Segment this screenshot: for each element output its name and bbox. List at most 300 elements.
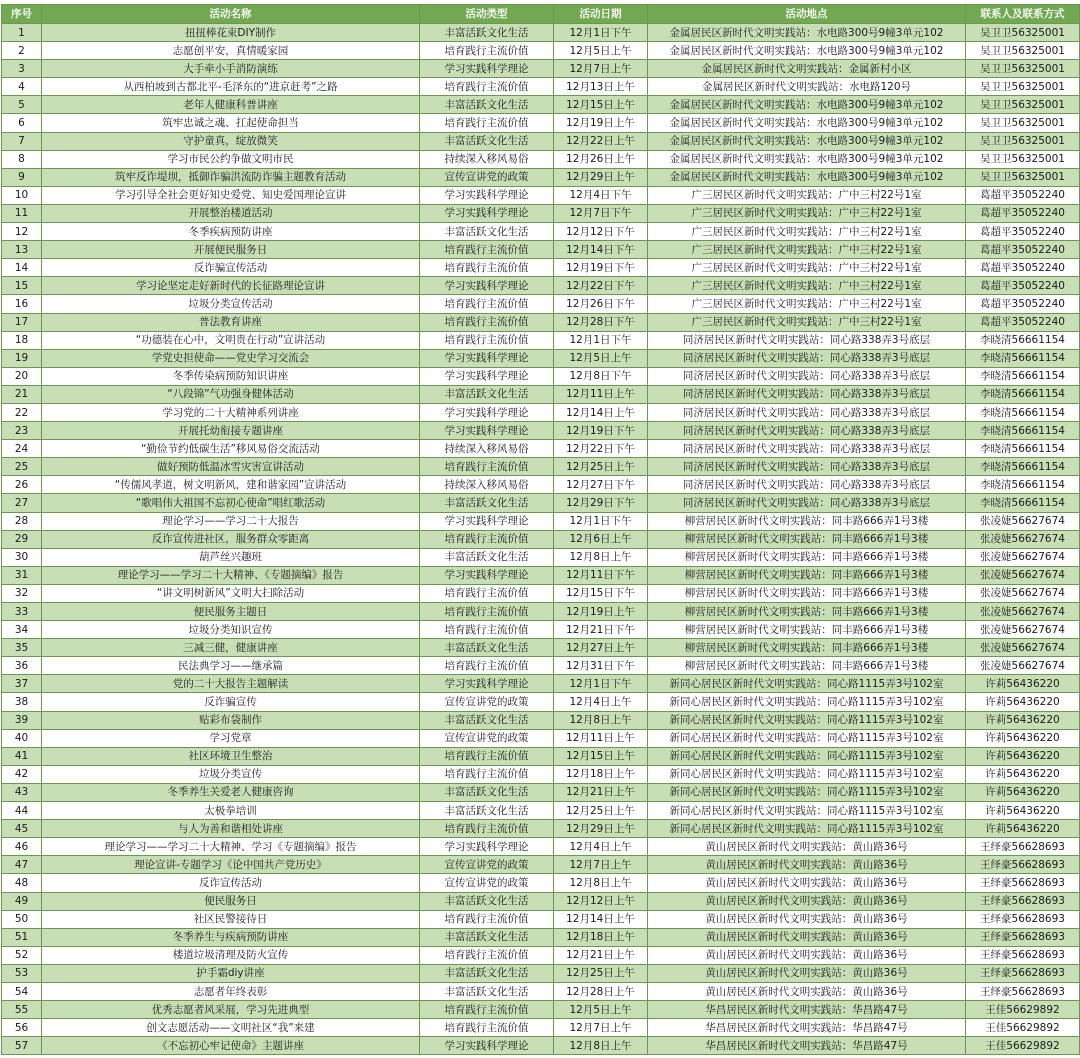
cell-contact: 李晓清56661154 bbox=[966, 385, 1080, 403]
cell-index: 19 bbox=[2, 349, 42, 367]
table-row bbox=[2, 548, 1080, 566]
cell-activity-type: 学习实践科学理论 bbox=[420, 349, 554, 367]
cell-activity-location: 华昌居民区新时代文明实践站：华昌路47号 bbox=[648, 1037, 966, 1055]
cell-activity-date: 12月5日上午 bbox=[554, 349, 648, 367]
cell-activity-date: 12月19日上午 bbox=[554, 603, 648, 621]
table-row bbox=[2, 385, 1080, 403]
cell-index: 33 bbox=[2, 603, 42, 621]
cell-activity-type: 丰富活跃文化生活 bbox=[420, 964, 554, 982]
cell-index: 10 bbox=[2, 186, 42, 204]
cell-activity-date: 12月8日上午 bbox=[554, 1037, 648, 1055]
cell-activity-location: 广三居民区新时代文明实践站：广中三村22号1室 bbox=[648, 186, 966, 204]
cell-activity-date: 12月29日上午 bbox=[554, 820, 648, 838]
cell-activity-location: 广三居民区新时代文明实践站：广中三村22号1室 bbox=[648, 295, 966, 313]
cell-activity-name: 普法教育讲座 bbox=[42, 313, 420, 331]
cell-index: 1 bbox=[2, 24, 42, 42]
cell-activity-date: 12月28日上午 bbox=[554, 982, 648, 1000]
cell-activity-location: 金属居民区新时代文明实践站：水电路300号9幢3单元102 bbox=[648, 132, 966, 150]
cell-activity-name: 学习党的二十大精神系列讲座 bbox=[42, 403, 420, 421]
cell-activity-location: 黄山居民区新时代文明实践站：黄山路36号 bbox=[648, 838, 966, 856]
cell-index: 48 bbox=[2, 874, 42, 892]
table-row bbox=[2, 494, 1080, 512]
cell-activity-type: 培育践行主流价值 bbox=[420, 313, 554, 331]
cell-contact: 张凌婕56627674 bbox=[966, 584, 1080, 602]
cell-activity-date: 12月19日下午 bbox=[554, 422, 648, 440]
cell-contact: 张凌婕56627674 bbox=[966, 639, 1080, 657]
cell-activity-type: 学习实践科学理论 bbox=[420, 204, 554, 222]
cell-index: 13 bbox=[2, 241, 42, 259]
cell-activity-date: 12月8日上午 bbox=[554, 548, 648, 566]
cell-activity-date: 12月13日上午 bbox=[554, 78, 648, 96]
cell-activity-name: 优秀志愿者风采展，学习先进典型 bbox=[42, 1001, 420, 1019]
cell-contact: 张凌婕56627674 bbox=[966, 512, 1080, 530]
table-row bbox=[2, 295, 1080, 313]
cell-contact: 王绎豪56628693 bbox=[966, 946, 1080, 964]
cell-contact: 葛超平35052240 bbox=[966, 313, 1080, 331]
table-row bbox=[2, 675, 1080, 693]
cell-activity-date: 12月14日上午 bbox=[554, 403, 648, 421]
table-row bbox=[2, 132, 1080, 150]
cell-activity-type: 学习实践科学理论 bbox=[420, 403, 554, 421]
cell-activity-name: 学习党章 bbox=[42, 729, 420, 747]
cell-activity-type: 丰富活跃文化生活 bbox=[420, 711, 554, 729]
table-row bbox=[2, 476, 1080, 494]
cell-activity-name: 志愿者年终表彰 bbox=[42, 982, 420, 1000]
cell-index: 56 bbox=[2, 1019, 42, 1037]
cell-activity-location: 柳营居民区新时代文明实践站：同丰路666弄1号3楼 bbox=[648, 584, 966, 602]
cell-activity-location: 新同心居民区新时代文明实践站：同心路1115弄3号102室 bbox=[648, 711, 966, 729]
cell-activity-type: 丰富活跃文化生活 bbox=[420, 494, 554, 512]
cell-contact: 王绎豪56628693 bbox=[966, 964, 1080, 982]
cell-index: 38 bbox=[2, 693, 42, 711]
cell-index: 21 bbox=[2, 385, 42, 403]
cell-activity-type: 培育践行主流价值 bbox=[420, 114, 554, 132]
cell-activity-location: 柳营居民区新时代文明实践站：同丰路666弄1号3楼 bbox=[648, 530, 966, 548]
cell-activity-location: 黄山居民区新时代文明实践站：黄山路36号 bbox=[648, 856, 966, 874]
cell-activity-type: 持续深入移风易俗 bbox=[420, 440, 554, 458]
cell-activity-location: 金属居民区新时代文明实践站：水电路120号 bbox=[648, 78, 966, 96]
cell-index: 50 bbox=[2, 910, 42, 928]
cell-index: 57 bbox=[2, 1037, 42, 1055]
cell-index: 22 bbox=[2, 403, 42, 421]
header-activity-name: 活动名称 bbox=[42, 5, 420, 24]
cell-activity-name: 垃圾分类知识宣传 bbox=[42, 621, 420, 639]
cell-contact: 张凌婕56627674 bbox=[966, 530, 1080, 548]
cell-activity-location: 新同心居民区新时代文明实践站：同心路1115弄3号102室 bbox=[648, 765, 966, 783]
table-row bbox=[2, 566, 1080, 584]
cell-activity-date: 12月18日上午 bbox=[554, 928, 648, 946]
cell-index: 53 bbox=[2, 964, 42, 982]
cell-index: 3 bbox=[2, 60, 42, 78]
cell-contact: 李晓清56661154 bbox=[966, 367, 1080, 385]
cell-contact: 张凌婕56627674 bbox=[966, 548, 1080, 566]
cell-index: 4 bbox=[2, 78, 42, 96]
cell-activity-name: 学党史担使命——党史学习交流会 bbox=[42, 349, 420, 367]
table-body bbox=[2, 24, 1080, 1055]
cell-contact: 许莉56436220 bbox=[966, 729, 1080, 747]
cell-activity-name: 筑牢忠诚之魂、扛起使命担当 bbox=[42, 114, 420, 132]
cell-index: 17 bbox=[2, 313, 42, 331]
cell-activity-type: 培育践行主流价值 bbox=[420, 1019, 554, 1037]
cell-activity-type: 丰富活跃文化生活 bbox=[420, 223, 554, 241]
cell-activity-type: 培育践行主流价值 bbox=[420, 747, 554, 765]
cell-activity-name: 太极拳培训 bbox=[42, 802, 420, 820]
cell-activity-name: 扭扭棒花束DIY制作 bbox=[42, 24, 420, 42]
table-row bbox=[2, 928, 1080, 946]
cell-activity-type: 培育践行主流价值 bbox=[420, 946, 554, 964]
table-row bbox=[2, 639, 1080, 657]
table-row bbox=[2, 96, 1080, 114]
cell-activity-date: 12月7日上午 bbox=[554, 856, 648, 874]
cell-activity-location: 金属居民区新时代文明实践站：水电路300号9幢3单元102 bbox=[648, 150, 966, 168]
cell-index: 12 bbox=[2, 223, 42, 241]
cell-contact: 张凌婕56627674 bbox=[966, 657, 1080, 675]
cell-index: 2 bbox=[2, 42, 42, 60]
cell-activity-name: 做好预防低温冰雪灾害宣讲活动 bbox=[42, 458, 420, 476]
cell-activity-type: 学习实践科学理论 bbox=[420, 675, 554, 693]
table-row bbox=[2, 982, 1080, 1000]
cell-contact: 王佳56629892 bbox=[966, 1037, 1080, 1055]
cell-activity-location: 金属居民区新时代文明实践站：水电路300号9幢3单元102 bbox=[648, 168, 966, 186]
cell-index: 7 bbox=[2, 132, 42, 150]
cell-activity-location: 华昌居民区新时代文明实践站：华昌路47号 bbox=[648, 1019, 966, 1037]
cell-index: 11 bbox=[2, 204, 42, 222]
cell-activity-date: 12月1日下午 bbox=[554, 675, 648, 693]
cell-activity-name: 冬季养生关爱老人健康咨询 bbox=[42, 783, 420, 801]
cell-activity-date: 12月8日下午 bbox=[554, 367, 648, 385]
cell-activity-date: 12月31日下午 bbox=[554, 657, 648, 675]
cell-activity-location: 同济居民区新时代文明实践站：同心路338弄3号底层 bbox=[648, 349, 966, 367]
cell-activity-date: 12月4日上午 bbox=[554, 838, 648, 856]
table-row bbox=[2, 802, 1080, 820]
cell-index: 32 bbox=[2, 584, 42, 602]
cell-index: 54 bbox=[2, 982, 42, 1000]
cell-contact: 许莉56436220 bbox=[966, 783, 1080, 801]
cell-contact: 王绎豪56628693 bbox=[966, 910, 1080, 928]
header-activity-location: 活动地点 bbox=[648, 5, 966, 24]
cell-contact: 王佳56629892 bbox=[966, 1001, 1080, 1019]
cell-activity-location: 新同心居民区新时代文明实践站：同心路1115弄3号102室 bbox=[648, 693, 966, 711]
table-row bbox=[2, 1001, 1080, 1019]
cell-activity-date: 12月1日下午 bbox=[554, 331, 648, 349]
table-row bbox=[2, 584, 1080, 602]
cell-activity-name: 民法典学习——继承篇 bbox=[42, 657, 420, 675]
cell-contact: 张凌婕56627674 bbox=[966, 566, 1080, 584]
table-row bbox=[2, 42, 1080, 60]
cell-activity-date: 12月19日下午 bbox=[554, 259, 648, 277]
cell-activity-date: 12月7日上午 bbox=[554, 60, 648, 78]
cell-activity-type: 学习实践科学理论 bbox=[420, 367, 554, 385]
cell-activity-location: 同济居民区新时代文明实践站：同心路338弄3号底层 bbox=[648, 422, 966, 440]
cell-activity-name: 创文志愿活动——文明社区“我”来建 bbox=[42, 1019, 420, 1037]
cell-contact: 许莉56436220 bbox=[966, 693, 1080, 711]
table-row bbox=[2, 621, 1080, 639]
table-row bbox=[2, 403, 1080, 421]
cell-activity-location: 广三居民区新时代文明实践站：广中三村22号1室 bbox=[648, 204, 966, 222]
cell-contact: 吴卫卫56325001 bbox=[966, 168, 1080, 186]
cell-activity-type: 培育践行主流价值 bbox=[420, 1001, 554, 1019]
cell-activity-location: 黄山居民区新时代文明实践站：黄山路36号 bbox=[648, 928, 966, 946]
cell-activity-location: 广三居民区新时代文明实践站：广中三村22号1室 bbox=[648, 313, 966, 331]
cell-activity-name: 冬季传染病预防知识讲座 bbox=[42, 367, 420, 385]
cell-activity-type: 学习实践科学理论 bbox=[420, 1037, 554, 1055]
table-row bbox=[2, 747, 1080, 765]
cell-index: 6 bbox=[2, 114, 42, 132]
cell-activity-name: 党的二十大报告主题解读 bbox=[42, 675, 420, 693]
cell-index: 44 bbox=[2, 802, 42, 820]
cell-activity-location: 同济居民区新时代文明实践站：同心路338弄3号底层 bbox=[648, 331, 966, 349]
cell-contact: 葛超平35052240 bbox=[966, 204, 1080, 222]
cell-contact: 王绎豪56628693 bbox=[966, 928, 1080, 946]
cell-activity-name: “传儒风孝道，树文明新风，建和谐家园”宣讲活动 bbox=[42, 476, 420, 494]
cell-activity-name: 三减三健，健康讲座 bbox=[42, 639, 420, 657]
cell-activity-date: 12月21日上午 bbox=[554, 783, 648, 801]
cell-activity-type: 宣传宣讲党的政策 bbox=[420, 168, 554, 186]
cell-activity-date: 12月18日上午 bbox=[554, 765, 648, 783]
header-contact: 联系人及联系方式 bbox=[966, 5, 1080, 24]
table-row bbox=[2, 259, 1080, 277]
cell-index: 5 bbox=[2, 96, 42, 114]
table-row bbox=[2, 729, 1080, 747]
cell-activity-name: “功德装在心中，文明贵在行动”宣讲活动 bbox=[42, 331, 420, 349]
cell-activity-date: 12月8日上午 bbox=[554, 874, 648, 892]
cell-activity-type: 丰富活跃文化生活 bbox=[420, 96, 554, 114]
cell-activity-name: 社区环境卫生整治 bbox=[42, 747, 420, 765]
cell-contact: 许莉56436220 bbox=[966, 675, 1080, 693]
cell-activity-name: 便民服务主题日 bbox=[42, 603, 420, 621]
cell-contact: 王绎豪56628693 bbox=[966, 856, 1080, 874]
cell-activity-name: 理论学习——学习二十大报告 bbox=[42, 512, 420, 530]
table-row bbox=[2, 820, 1080, 838]
cell-index: 16 bbox=[2, 295, 42, 313]
cell-activity-date: 12月5日上午 bbox=[554, 1001, 648, 1019]
cell-activity-location: 新同心居民区新时代文明实践站：同心路1115弄3号102室 bbox=[648, 729, 966, 747]
cell-activity-type: 培育践行主流价值 bbox=[420, 910, 554, 928]
table-row bbox=[2, 440, 1080, 458]
cell-index: 40 bbox=[2, 729, 42, 747]
cell-activity-date: 12月7日下午 bbox=[554, 204, 648, 222]
cell-contact: 李晓清56661154 bbox=[966, 476, 1080, 494]
cell-activity-type: 丰富活跃文化生活 bbox=[420, 639, 554, 657]
cell-activity-location: 柳营居民区新时代文明实践站：同丰路666弄1号3楼 bbox=[648, 548, 966, 566]
cell-contact: 吴卫卫56325001 bbox=[966, 96, 1080, 114]
cell-activity-type: 丰富活跃文化生活 bbox=[420, 802, 554, 820]
cell-activity-date: 12月8日上午 bbox=[554, 711, 648, 729]
header-activity-date: 活动日期 bbox=[554, 5, 648, 24]
table-row bbox=[2, 223, 1080, 241]
cell-activity-name: 垃圾分类宣传活动 bbox=[42, 295, 420, 313]
table-row bbox=[2, 657, 1080, 675]
table-row bbox=[2, 114, 1080, 132]
cell-contact: 李晓清56661154 bbox=[966, 422, 1080, 440]
cell-activity-type: 培育践行主流价值 bbox=[420, 530, 554, 548]
cell-activity-name: 反诈骗宣传 bbox=[42, 693, 420, 711]
cell-activity-type: 培育践行主流价值 bbox=[420, 621, 554, 639]
cell-index: 42 bbox=[2, 765, 42, 783]
cell-activity-name: “歌唱伟大祖国不忘初心使命”唱红歌活动 bbox=[42, 494, 420, 512]
cell-activity-date: 12月22日下午 bbox=[554, 277, 648, 295]
cell-index: 9 bbox=[2, 168, 42, 186]
cell-activity-type: 学习实践科学理论 bbox=[420, 60, 554, 78]
cell-activity-type: 培育践行主流价值 bbox=[420, 458, 554, 476]
cell-activity-date: 12月19日上午 bbox=[554, 114, 648, 132]
cell-contact: 吴卫卫56325001 bbox=[966, 24, 1080, 42]
cell-activity-name: 楼道垃圾清理及防火宣传 bbox=[42, 946, 420, 964]
cell-activity-name: 理论宣讲-专题学习《论中国共产党历史》 bbox=[42, 856, 420, 874]
cell-index: 55 bbox=[2, 1001, 42, 1019]
cell-activity-date: 12月25日上午 bbox=[554, 802, 648, 820]
cell-activity-date: 12月21日上午 bbox=[554, 946, 648, 964]
cell-activity-location: 广三居民区新时代文明实践站：广中三村22号1室 bbox=[648, 259, 966, 277]
cell-activity-date: 12月22日下午 bbox=[554, 440, 648, 458]
cell-activity-type: 培育践行主流价值 bbox=[420, 657, 554, 675]
table-row bbox=[2, 367, 1080, 385]
table-row bbox=[2, 458, 1080, 476]
cell-activity-location: 新同心居民区新时代文明实践站：同心路1115弄3号102室 bbox=[648, 783, 966, 801]
cell-activity-name: 筑牢反诈堤坝，抵御诈骗洪流防诈骗主题教育活动 bbox=[42, 168, 420, 186]
cell-index: 15 bbox=[2, 277, 42, 295]
cell-activity-name: 反诈宣传进社区，服务群众零距离 bbox=[42, 530, 420, 548]
cell-index: 36 bbox=[2, 657, 42, 675]
cell-index: 26 bbox=[2, 476, 42, 494]
cell-activity-date: 12月14日上午 bbox=[554, 910, 648, 928]
table-row bbox=[2, 1037, 1080, 1055]
cell-contact: 葛超平35052240 bbox=[966, 241, 1080, 259]
cell-activity-location: 柳营居民区新时代文明实践站：同丰路666弄1号3楼 bbox=[648, 639, 966, 657]
cell-activity-location: 新同心居民区新时代文明实践站：同心路1115弄3号102室 bbox=[648, 747, 966, 765]
cell-contact: 许莉56436220 bbox=[966, 820, 1080, 838]
cell-activity-type: 学习实践科学理论 bbox=[420, 512, 554, 530]
table-row bbox=[2, 313, 1080, 331]
cell-activity-type: 丰富活跃文化生活 bbox=[420, 548, 554, 566]
cell-activity-date: 12月12日上午 bbox=[554, 892, 648, 910]
cell-activity-type: 丰富活跃文化生活 bbox=[420, 892, 554, 910]
cell-index: 28 bbox=[2, 512, 42, 530]
cell-activity-date: 12月14日下午 bbox=[554, 241, 648, 259]
cell-contact: 李晓清56661154 bbox=[966, 331, 1080, 349]
cell-activity-date: 12月22日上午 bbox=[554, 132, 648, 150]
cell-activity-name: “讲文明树新风”文明大扫除活动 bbox=[42, 584, 420, 602]
cell-activity-location: 金属居民区新时代文明实践站：水电路300号9幢3单元102 bbox=[648, 42, 966, 60]
cell-activity-name: “八段锦”气功强身健体活动 bbox=[42, 385, 420, 403]
cell-activity-date: 12月1日下午 bbox=[554, 24, 648, 42]
table-row bbox=[2, 892, 1080, 910]
cell-contact: 李晓清56661154 bbox=[966, 494, 1080, 512]
cell-activity-type: 宣传宣讲党的政策 bbox=[420, 729, 554, 747]
cell-contact: 吴卫卫56325001 bbox=[966, 60, 1080, 78]
cell-activity-name: 开展托幼衔接专题讲座 bbox=[42, 422, 420, 440]
table-row bbox=[2, 856, 1080, 874]
cell-index: 31 bbox=[2, 566, 42, 584]
cell-activity-name: 从西柏坡到古都北平-毛泽东的“进京赶考”之路 bbox=[42, 78, 420, 96]
table-row bbox=[2, 765, 1080, 783]
table-row bbox=[2, 910, 1080, 928]
cell-activity-name: 大手牵小手消防演练 bbox=[42, 60, 420, 78]
cell-activity-date: 12月4日下午 bbox=[554, 186, 648, 204]
cell-activity-date: 12月15日上午 bbox=[554, 96, 648, 114]
cell-activity-location: 金属居民区新时代文明实践站：金属新村小区 bbox=[648, 60, 966, 78]
cell-activity-type: 宣传宣讲党的政策 bbox=[420, 693, 554, 711]
table-row bbox=[2, 241, 1080, 259]
cell-contact: 李晓清56661154 bbox=[966, 403, 1080, 421]
cell-contact: 王绎豪56628693 bbox=[966, 838, 1080, 856]
cell-activity-type: 持续深入移风易俗 bbox=[420, 476, 554, 494]
cell-activity-date: 12月6日上午 bbox=[554, 530, 648, 548]
cell-activity-location: 金属居民区新时代文明实践站：水电路300号9幢3单元102 bbox=[648, 96, 966, 114]
cell-activity-location: 柳营居民区新时代文明实践站：同丰路666弄1号3楼 bbox=[648, 566, 966, 584]
cell-activity-location: 黄山居民区新时代文明实践站：黄山路36号 bbox=[648, 982, 966, 1000]
cell-contact: 葛超平35052240 bbox=[966, 295, 1080, 313]
cell-contact: 吴卫卫56325001 bbox=[966, 78, 1080, 96]
cell-contact: 李晓清56661154 bbox=[966, 349, 1080, 367]
cell-index: 47 bbox=[2, 856, 42, 874]
cell-activity-date: 12月15日下午 bbox=[554, 584, 648, 602]
cell-activity-name: 护手霜diy讲座 bbox=[42, 964, 420, 982]
cell-activity-location: 新同心居民区新时代文明实践站：同心路1115弄3号102室 bbox=[648, 802, 966, 820]
table-row bbox=[2, 711, 1080, 729]
cell-activity-type: 丰富活跃文化生活 bbox=[420, 132, 554, 150]
cell-activity-date: 12月27日下午 bbox=[554, 476, 648, 494]
cell-activity-name: 老年人健康科普讲座 bbox=[42, 96, 420, 114]
cell-activity-name: 冬季疾病预防讲座 bbox=[42, 223, 420, 241]
cell-index: 51 bbox=[2, 928, 42, 946]
cell-activity-date: 12月1日下午 bbox=[554, 512, 648, 530]
table-row bbox=[2, 349, 1080, 367]
cell-activity-date: 12月15日上午 bbox=[554, 747, 648, 765]
cell-index: 18 bbox=[2, 331, 42, 349]
table-row bbox=[2, 186, 1080, 204]
cell-index: 8 bbox=[2, 150, 42, 168]
cell-activity-location: 黄山居民区新时代文明实践站：黄山路36号 bbox=[648, 892, 966, 910]
cell-index: 35 bbox=[2, 639, 42, 657]
cell-contact: 葛超平35052240 bbox=[966, 223, 1080, 241]
cell-contact: 吴卫卫56325001 bbox=[966, 132, 1080, 150]
cell-contact: 葛超平35052240 bbox=[966, 186, 1080, 204]
cell-activity-name: 理论学习——学习二十大精神、学习《专题摘编》报告 bbox=[42, 838, 420, 856]
cell-index: 29 bbox=[2, 530, 42, 548]
cell-activity-location: 黄山居民区新时代文明实践站：黄山路36号 bbox=[648, 910, 966, 928]
cell-activity-location: 新同心居民区新时代文明实践站：同心路1115弄3号102室 bbox=[648, 820, 966, 838]
cell-activity-name: 学习论坚定走好新时代的长征路理论宣讲 bbox=[42, 277, 420, 295]
cell-activity-location: 广三居民区新时代文明实践站：广中三村22号1室 bbox=[648, 223, 966, 241]
cell-activity-type: 培育践行主流价值 bbox=[420, 78, 554, 96]
cell-activity-type: 丰富活跃文化生活 bbox=[420, 385, 554, 403]
cell-contact: 李晓清56661154 bbox=[966, 458, 1080, 476]
cell-activity-name: “勤俭节约低碳生活”移风易俗交流活动 bbox=[42, 440, 420, 458]
cell-activity-location: 柳营居民区新时代文明实践站：同丰路666弄1号3楼 bbox=[648, 657, 966, 675]
cell-activity-name: 社区民警接待日 bbox=[42, 910, 420, 928]
cell-activity-name: 学习市民公约争做文明市民 bbox=[42, 150, 420, 168]
cell-activity-name: 反诈骗宣传活动 bbox=[42, 259, 420, 277]
cell-activity-location: 同济居民区新时代文明实践站：同心路338弄3号底层 bbox=[648, 476, 966, 494]
cell-index: 34 bbox=[2, 621, 42, 639]
table-row bbox=[2, 603, 1080, 621]
table-row bbox=[2, 530, 1080, 548]
cell-activity-name: 学习引导全社会更好知史爱党、知史爱国理论宣讲 bbox=[42, 186, 420, 204]
cell-activity-date: 12月25日上午 bbox=[554, 458, 648, 476]
table-row bbox=[2, 168, 1080, 186]
cell-contact: 许莉56436220 bbox=[966, 802, 1080, 820]
cell-activity-location: 黄山居民区新时代文明实践站：黄山路36号 bbox=[648, 964, 966, 982]
cell-activity-type: 学习实践科学理论 bbox=[420, 566, 554, 584]
cell-contact: 吴卫卫56325001 bbox=[966, 114, 1080, 132]
cell-index: 30 bbox=[2, 548, 42, 566]
cell-activity-location: 黄山居民区新时代文明实践站：黄山路36号 bbox=[648, 946, 966, 964]
cell-activity-type: 学习实践科学理论 bbox=[420, 838, 554, 856]
cell-activity-type: 培育践行主流价值 bbox=[420, 765, 554, 783]
cell-activity-name: 葫芦丝兴趣班 bbox=[42, 548, 420, 566]
cell-contact: 张凌婕56627674 bbox=[966, 621, 1080, 639]
